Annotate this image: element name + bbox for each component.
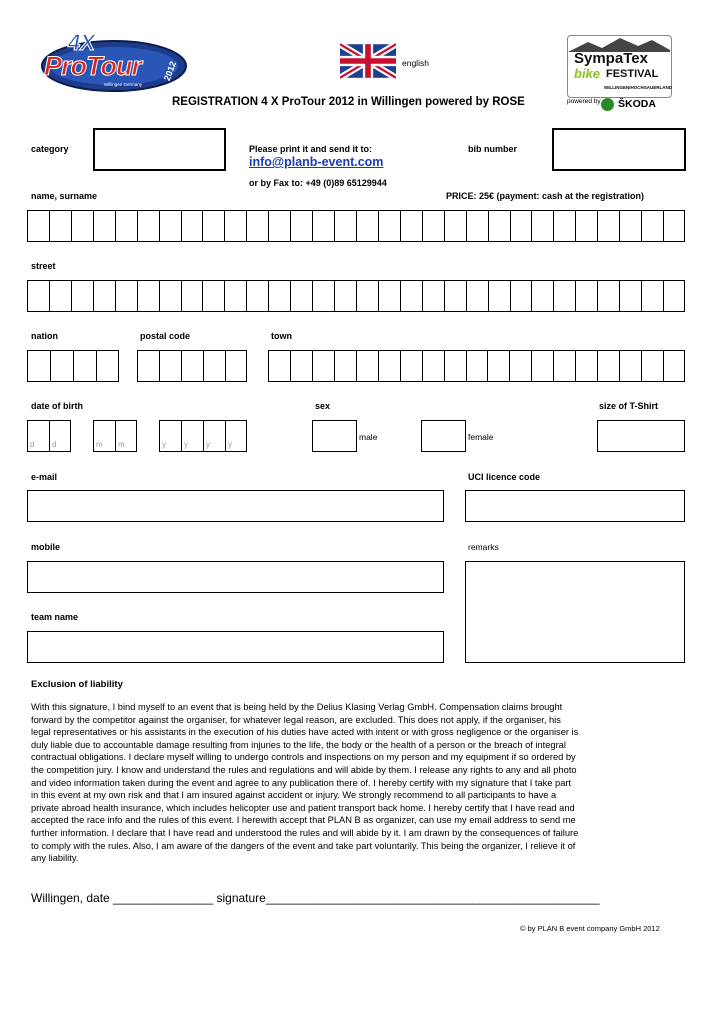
char-cell[interactable] (137, 280, 159, 312)
dob-hint: y (162, 440, 166, 449)
logo-4x: 4X (68, 30, 95, 55)
uk-flag-icon[interactable] (340, 43, 396, 79)
male-checkbox[interactable] (312, 420, 357, 452)
team-name-field[interactable] (27, 631, 444, 663)
char-cell[interactable] (575, 210, 597, 242)
footer-copyright: © by PLAN B event company GmbH 2012 (520, 924, 660, 933)
char-cell[interactable] (115, 280, 137, 312)
char-cell[interactable] (378, 350, 400, 382)
tshirt-size-field[interactable] (597, 420, 685, 452)
postal-code-field[interactable] (137, 350, 247, 382)
liability-line: any liability. (31, 853, 79, 864)
char-cell[interactable] (400, 280, 422, 312)
uci-licence-field[interactable] (465, 490, 685, 522)
liability-line: and video information taken during the event and agree to any publication there of. I hereby certify with my signature that I take part (31, 777, 572, 788)
char-cell[interactable] (422, 350, 444, 382)
char-cell[interactable] (246, 280, 268, 312)
category-field[interactable] (93, 128, 226, 171)
char-cell[interactable] (137, 350, 159, 382)
char-cell[interactable] (268, 210, 290, 242)
street-field[interactable] (27, 280, 685, 312)
logo-bike: bike (574, 66, 601, 81)
char-cell[interactable] (509, 350, 531, 382)
sympatex-logo (567, 35, 672, 98)
char-cell[interactable] (202, 210, 224, 242)
town-label: town (271, 331, 292, 341)
char-cell[interactable] (400, 210, 422, 242)
char-cell[interactable] (181, 350, 203, 382)
liability-line: further information. I declare that I have read and understood the rules and will abide by it. I am drawn by the consequences of failure (31, 827, 579, 838)
char-cell[interactable] (422, 280, 444, 312)
nation-field[interactable] (27, 350, 119, 382)
char-cell[interactable] (181, 280, 203, 312)
dob-hint: m (96, 440, 103, 449)
char-cell[interactable] (73, 350, 96, 382)
logo-year: 2012 (161, 59, 179, 83)
char-cell[interactable] (422, 210, 444, 242)
char-cell[interactable] (50, 350, 73, 382)
char-cell[interactable] (246, 210, 268, 242)
liability-line: duly liable due to accountable damage resulting from injuries to the life, the body or the health of a person or the breach of integral (31, 739, 566, 750)
liability-line: the competition jury. I know and understand the rules and regulations and will abide by them. I release any rights to any and all photo (31, 764, 577, 775)
street-label: street (31, 261, 56, 271)
char-cell[interactable] (290, 280, 312, 312)
remarks-label: remarks (468, 542, 499, 552)
char-cell[interactable] (96, 350, 119, 382)
char-cell[interactable] (553, 280, 575, 312)
char-cell[interactable] (531, 350, 553, 382)
uci-licence-label: UCI licence code (468, 472, 541, 482)
dob-hint: m (118, 440, 125, 449)
page-title: REGISTRATION 4 X ProTour 2012 in Willingen powered by ROSE (172, 96, 525, 108)
email-field[interactable] (27, 490, 444, 522)
dob-hint: d (52, 440, 57, 449)
char-cell[interactable] (202, 280, 224, 312)
bib-number-label: bib number (468, 144, 517, 154)
char-cell[interactable] (334, 350, 356, 382)
char-cell[interactable] (553, 210, 575, 242)
char-cell[interactable] (641, 280, 663, 312)
nation-label: nation (31, 331, 58, 341)
language-label[interactable]: english (402, 58, 429, 68)
liability-line: to comply with the rules. Also, I am aware of the dangers of the event and take part voluntarily. This being the organizer, I relieve it of (31, 840, 576, 851)
char-cell[interactable] (312, 280, 334, 312)
char-cell[interactable] (378, 280, 400, 312)
char-cell[interactable] (400, 350, 422, 382)
skoda-label: ŠKODA (618, 98, 656, 110)
date-of-birth-label: date of birth (31, 401, 83, 411)
char-cell[interactable] (268, 350, 290, 382)
skoda-icon (601, 98, 614, 111)
char-cell[interactable] (619, 280, 641, 312)
char-cell[interactable] (224, 280, 246, 312)
name-label: name, surname (31, 191, 98, 201)
char-cell[interactable] (641, 350, 663, 382)
char-cell[interactable] (663, 210, 685, 242)
category-label: category (31, 144, 69, 154)
char-cell[interactable] (71, 280, 93, 312)
char-cell[interactable] (444, 280, 466, 312)
liability-line: With this signature, I bind myself to an event that is being held by the Delius Klasing Verlag GmbH. Compensation claims brought (31, 702, 563, 712)
char-cell[interactable] (225, 350, 247, 382)
char-cell[interactable] (181, 210, 203, 242)
char-cell[interactable] (466, 350, 488, 382)
char-cell[interactable] (290, 210, 312, 242)
char-cell[interactable] (466, 210, 488, 242)
char-cell[interactable] (575, 280, 597, 312)
dob-hint: y (184, 440, 188, 449)
char-cell[interactable] (487, 350, 509, 382)
liability-heading: Exclusion of liability (31, 679, 123, 690)
char-cell[interactable] (159, 210, 181, 242)
char-cell[interactable] (466, 280, 488, 312)
char-cell[interactable] (444, 350, 466, 382)
char-cell[interactable] (93, 280, 115, 312)
char-cell[interactable] (619, 350, 641, 382)
char-cell[interactable] (334, 280, 356, 312)
logo-sympatex: SympaTex (574, 50, 648, 67)
char-cell[interactable] (312, 210, 334, 242)
mobile-label: mobile (31, 542, 61, 552)
dob-hint: d (30, 440, 35, 449)
email-label: e-mail (31, 472, 58, 482)
char-cell[interactable] (597, 350, 619, 382)
liability-line: forward by the competitor against the organiser, for whatever legal reason, are excluded. This does not apply, if the organiser, his (31, 714, 561, 725)
char-cell[interactable] (115, 210, 137, 242)
female-checkbox[interactable] (421, 420, 466, 452)
email-link[interactable]: info@planb-event.com (249, 155, 384, 169)
logo-sub-right: WILLINGEN/HOCHSAUERLAND (604, 85, 672, 90)
char-cell[interactable] (553, 350, 575, 382)
sex-label: sex (315, 401, 331, 411)
char-cell[interactable] (159, 350, 181, 382)
char-cell[interactable] (531, 210, 553, 242)
char-cell[interactable] (268, 280, 290, 312)
liability-line: contractual obligations. I declare myself willing to undergo controls and inspections on my person and my equipment if so ordered by (31, 752, 576, 763)
char-cell[interactable] (27, 210, 49, 242)
char-cell[interactable] (663, 350, 685, 382)
male-label: male (359, 432, 378, 442)
logo-protour: ProTour (44, 51, 141, 81)
mobile-field[interactable] (27, 561, 444, 593)
char-cell[interactable] (27, 280, 49, 312)
liability-line: private abroad health insurance, which includes helicopter use and patient transport back home. I hereby certify that I have read and (31, 802, 575, 813)
char-cell[interactable] (334, 210, 356, 242)
char-cell[interactable] (71, 210, 93, 242)
char-cell[interactable] (93, 210, 115, 242)
char-cell[interactable] (290, 350, 312, 382)
char-cell[interactable] (619, 210, 641, 242)
char-cell[interactable] (531, 280, 553, 312)
postal-code-label: postal code (140, 331, 191, 341)
char-cell[interactable] (49, 280, 71, 312)
powered-by-label: powered by (567, 98, 601, 105)
fax-info: or by Fax to: +49 (0)89 65129944 (249, 178, 387, 188)
bib-number-field[interactable] (552, 128, 686, 171)
liability-line: accepted the race info and the rules of this event. I herewith accept that PLAN B as organizer, can use my email address to send me (31, 815, 576, 826)
protour-logo (38, 30, 190, 94)
char-cell[interactable] (641, 210, 663, 242)
female-label: female (468, 432, 494, 442)
dob-hint: y (206, 440, 210, 449)
liability-line: legal representatives or his assistants in the execution of his duties have acted with intent or with gross negligence or the organiser is (31, 727, 579, 738)
tshirt-label: size of T-Shirt (599, 401, 659, 411)
liability-line: in this event at my own risk and that I am insured against accident or injury. We strongly recommend to all participants to have a (31, 790, 557, 801)
char-cell[interactable] (27, 350, 50, 382)
char-cell[interactable] (510, 280, 532, 312)
logo-festival: FESTIVAL (606, 68, 659, 80)
char-cell[interactable] (356, 210, 378, 242)
char-cell[interactable] (597, 210, 619, 242)
char-cell[interactable] (663, 280, 685, 312)
char-cell[interactable] (356, 350, 378, 382)
dob-year-field[interactable] (159, 420, 247, 452)
char-cell[interactable] (159, 280, 181, 312)
char-cell[interactable] (378, 210, 400, 242)
signature-line[interactable]: Willingen, date _______________ signature__________________________________________________ (31, 891, 600, 905)
char-cell[interactable] (488, 280, 510, 312)
price-label: PRICE: 25€ (payment: cash at the registration) (446, 191, 645, 201)
name-field[interactable] (27, 210, 685, 242)
char-cell[interactable] (137, 210, 159, 242)
team-name-label: team name (31, 612, 79, 622)
char-cell[interactable] (597, 280, 619, 312)
char-cell[interactable] (224, 210, 246, 242)
char-cell[interactable] (356, 280, 378, 312)
send-instruction: Please print it and send it to: (249, 144, 373, 154)
remarks-field[interactable] (465, 561, 685, 663)
char-cell[interactable] (312, 350, 334, 382)
liability-text (31, 701, 673, 865)
town-field[interactable] (268, 350, 685, 382)
char-cell[interactable] (488, 210, 510, 242)
char-cell[interactable] (444, 210, 466, 242)
dob-hint: y (228, 440, 232, 449)
char-cell[interactable] (203, 350, 225, 382)
char-cell[interactable] (575, 350, 597, 382)
logo-sub: Willingen Germany (104, 82, 143, 87)
char-cell[interactable] (510, 210, 532, 242)
char-cell[interactable] (49, 210, 71, 242)
